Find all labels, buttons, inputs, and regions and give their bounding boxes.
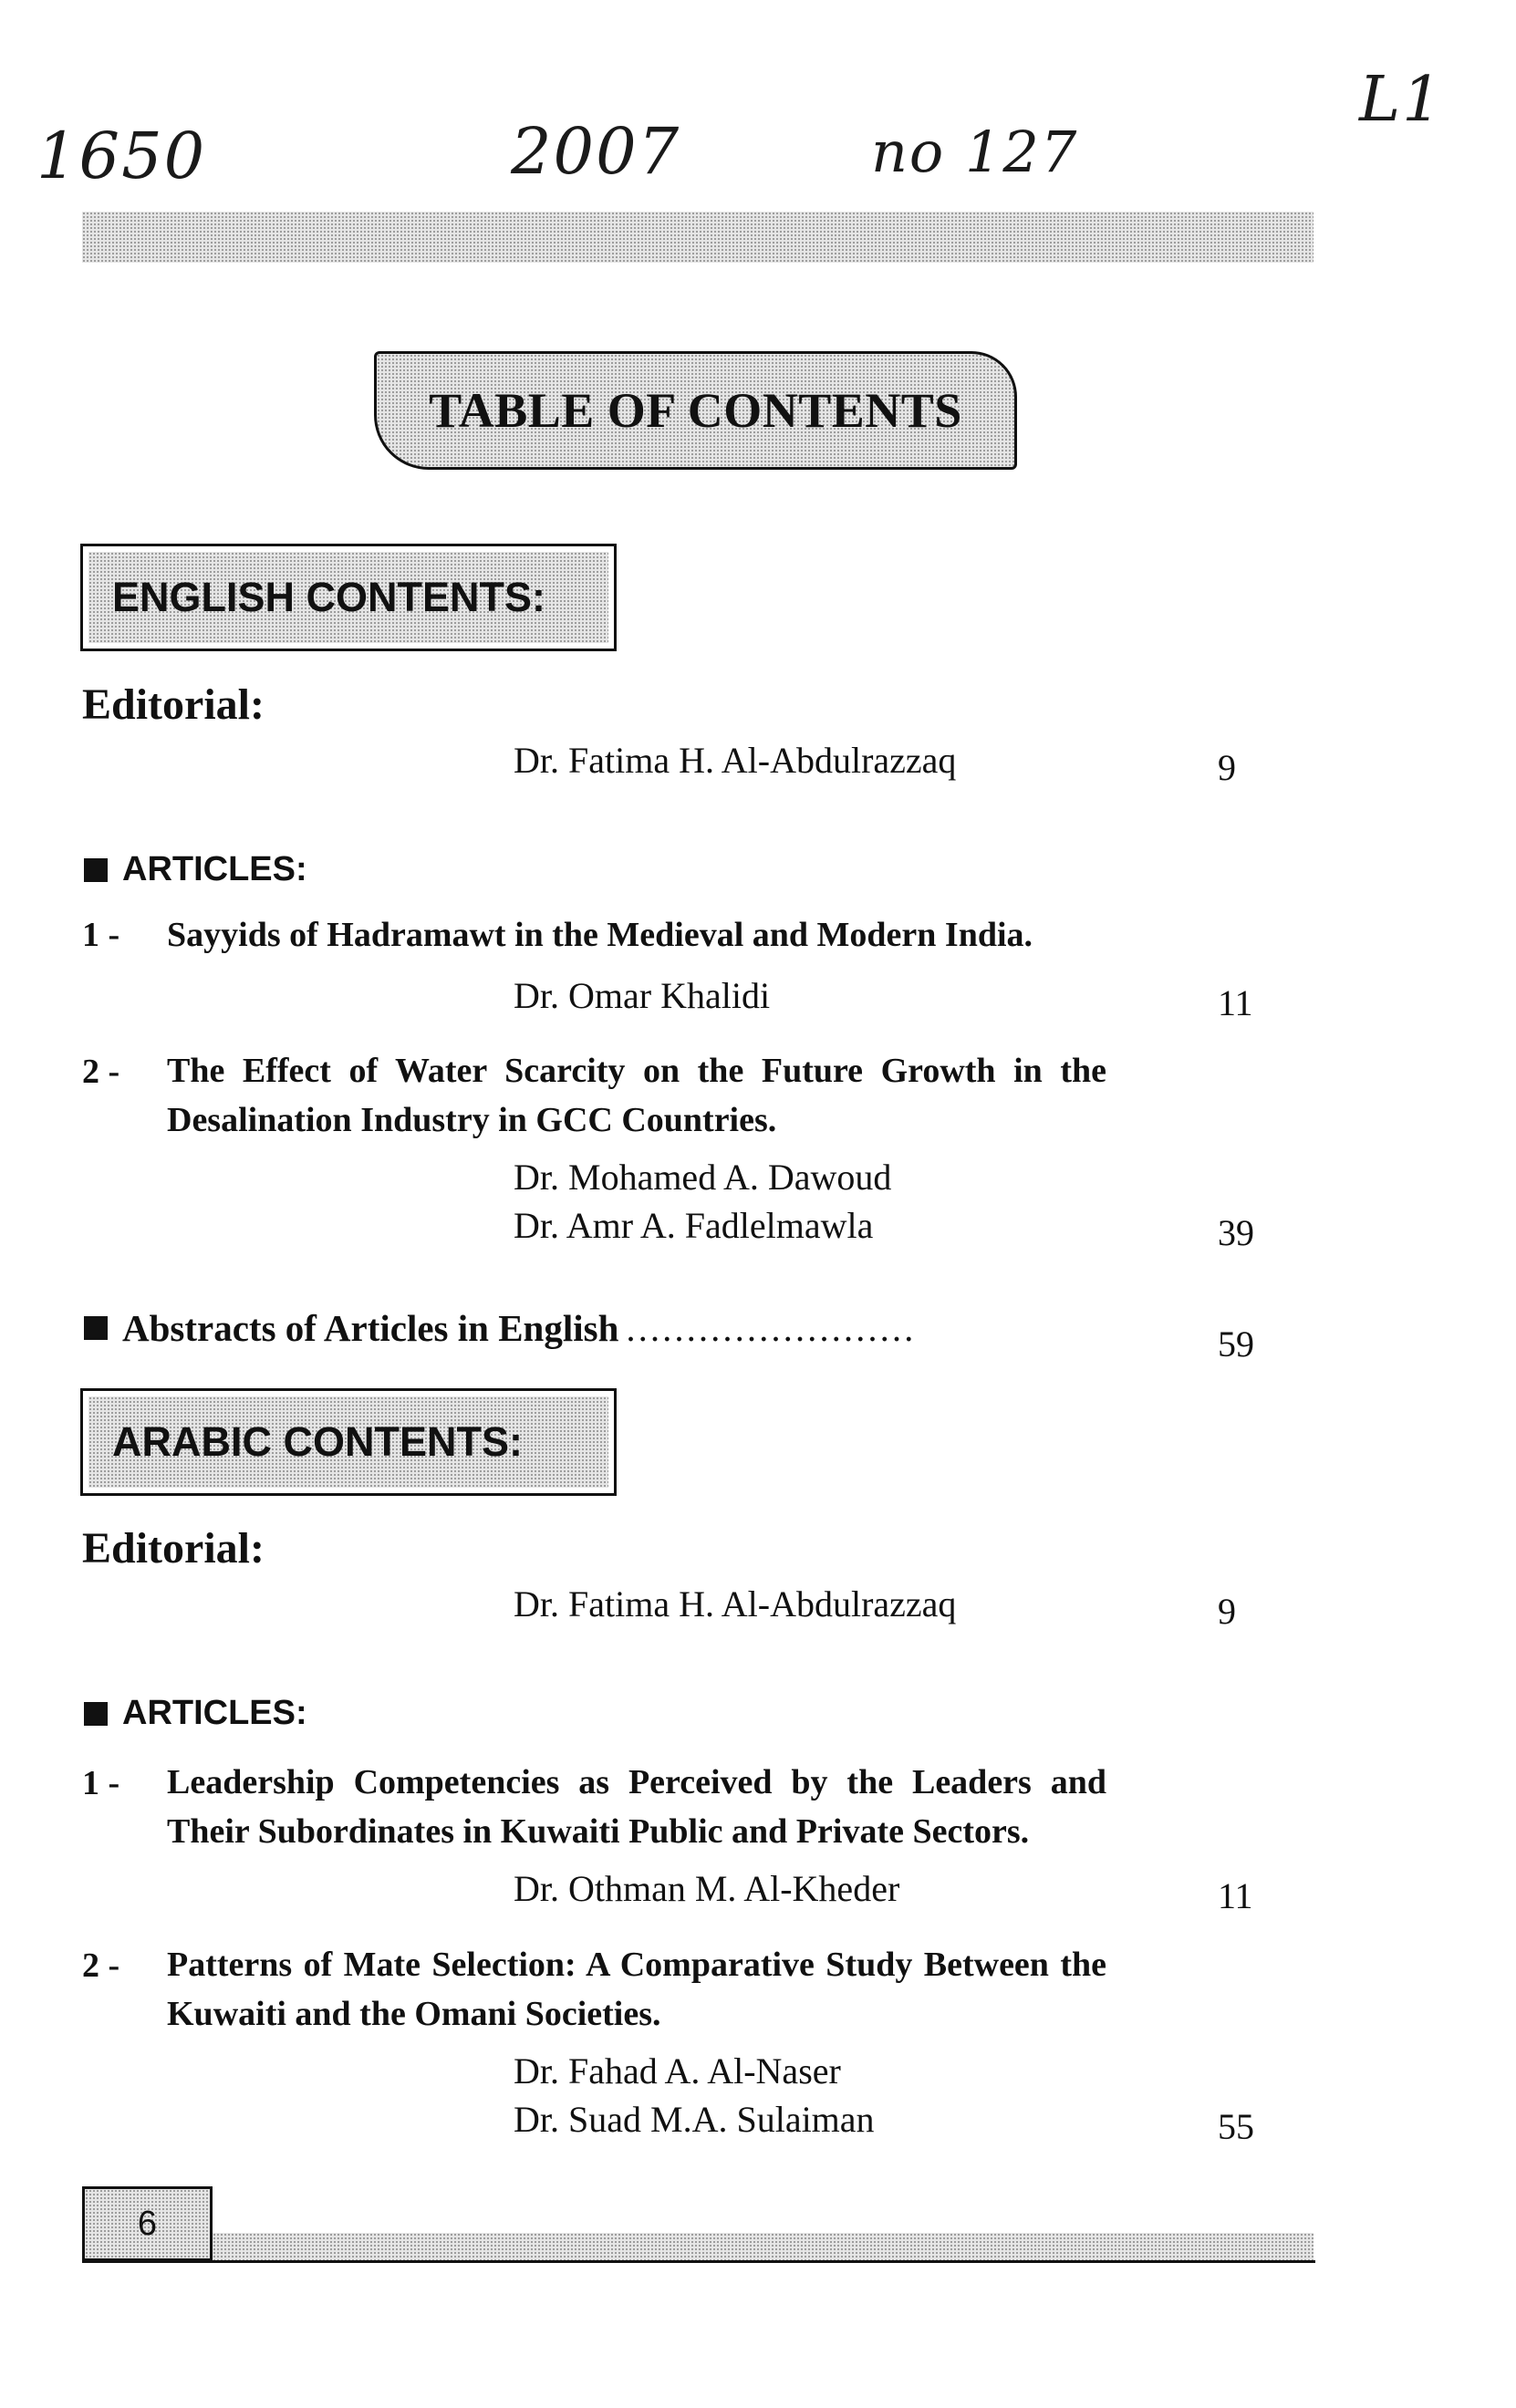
bullet-square-icon — [84, 1316, 108, 1340]
arabic-editorial-label: Editorial: — [82, 1524, 265, 1572]
arabic-editorial-author: Dr. Fatima H. Al-Abdulrazzaq — [514, 1583, 957, 1624]
english-article-1-title: Sayyids of Hadramawt in the Medieval and Modern India. — [167, 916, 1033, 954]
arabic-contents-header — [80, 1388, 617, 1496]
english-articles-label: ARTICLES: — [122, 850, 307, 888]
arabic-header-text: ARABIC CONTENTS: — [112, 1418, 523, 1465]
arabic-article-2-number: 2 - — [82, 1946, 120, 1985]
page-title — [374, 351, 1017, 470]
arabic-article-2-author-2: Dr. Suad M.A. Sulaiman — [514, 2099, 875, 2140]
arabic-article-2-author-1: Dr. Fahad A. Al-Naser — [514, 2050, 841, 2091]
footer-decorative-band — [213, 2233, 1314, 2260]
english-abstracts-page: 59 — [1218, 1323, 1254, 1365]
english-article-2-author-1: Dr. Mohamed A. Dawoud — [514, 1157, 892, 1198]
bullet-square-icon — [84, 1702, 108, 1726]
top-decorative-band — [82, 212, 1314, 263]
leader-dots: ........................ — [626, 1307, 917, 1349]
english-header-text: ENGLISH CONTENTS: — [112, 574, 546, 620]
arabic-article-2-page: 55 — [1218, 2106, 1254, 2147]
arabic-articles-label: ARTICLES: — [122, 1694, 307, 1732]
arabic-article-1-title: Leadership Competencies as Perceived by the Leaders and Their Subordinates in Kuwaiti Public and Private Sectors. — [167, 1763, 1106, 1851]
english-editorial-page: 9 — [1218, 747, 1236, 788]
handwritten-note-4: L1 — [1359, 64, 1444, 136]
arabic-article-1-number: 1 - — [82, 1764, 120, 1802]
arabic-article-2-title: Patterns of Mate Selection: A Comparative Study Between the Kuwaiti and the Omani Societies. — [167, 1946, 1106, 2033]
footer-page-number: 6 — [137, 2204, 158, 2243]
english-article-2-author-2: Dr. Amr A. Fadlelmawla — [514, 1205, 874, 1246]
english-article-1-page: 11 — [1218, 982, 1253, 1023]
english-article-2-page: 39 — [1218, 1212, 1254, 1253]
arabic-article-1-author: Dr. Othman M. Al-Kheder — [514, 1868, 900, 1909]
handwritten-note-1: 1650 — [36, 119, 207, 193]
english-article-1-number: 1 - — [82, 916, 120, 954]
footer-page-number-box — [82, 2186, 213, 2261]
english-contents-header — [80, 544, 617, 651]
english-articles-heading — [84, 850, 307, 889]
handwritten-note-2: 2007 — [511, 114, 681, 189]
arabic-article-1-page: 11 — [1218, 1875, 1253, 1916]
english-article-2-title: The Effect of Water Scarcity on the Future Growth in the Desalination Industry in GCC Countries. — [167, 1052, 1106, 1139]
arabic-editorial-page: 9 — [1218, 1591, 1236, 1632]
bullet-square-icon — [84, 858, 108, 882]
footer-rule — [82, 2260, 1315, 2263]
english-article-2-number: 2 - — [82, 1053, 120, 1091]
english-abstracts-entry — [84, 1306, 916, 1350]
english-editorial-author: Dr. Fatima H. Al-Abdulrazzaq — [514, 740, 957, 781]
page-title-text: TABLE OF CONTENTS — [429, 383, 962, 438]
handwritten-note-3: no 127 — [871, 119, 1079, 185]
english-editorial-label: Editorial: — [82, 680, 265, 729]
arabic-articles-heading — [84, 1694, 307, 1733]
english-abstracts-label: Abstracts of Articles in English — [122, 1307, 619, 1349]
english-article-1-author: Dr. Omar Khalidi — [514, 975, 771, 1016]
